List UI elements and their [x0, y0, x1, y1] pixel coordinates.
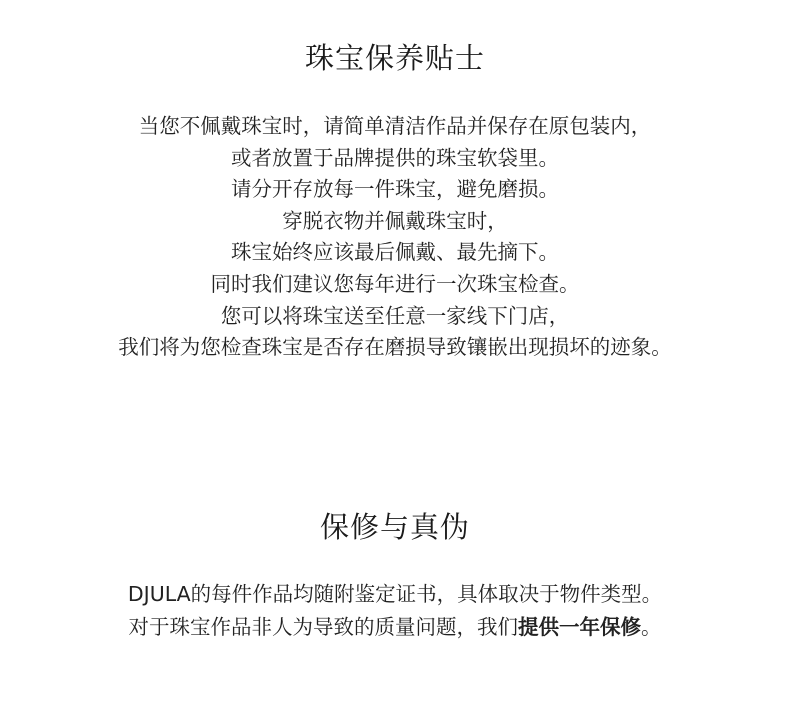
warranty-section — [0, 507, 790, 644]
care-tips-title: 珠宝保养贴士 — [304, 41, 485, 75]
warranty-title: 保修与真伪 — [319, 510, 470, 544]
warranty-paragraph — [0, 578, 790, 644]
warranty-line-certificate: DJULA的每件作品均随附鉴定证书，具体取决于物件类型。 — [127, 582, 663, 606]
care-tips-line: 珠宝始终应该最后佩戴、最先摘下。 — [231, 240, 559, 265]
warranty-line-suffix: 。 — [641, 615, 662, 639]
care-tips-paragraph — [0, 111, 790, 364]
care-tips-line: 穿脱衣物并佩戴珠宝时， — [282, 208, 508, 233]
care-tips-line: 您可以将珠宝送至任意一家线下门店， — [220, 303, 570, 328]
care-tips-line: 请分开存放每一件珠宝，避免磨损。 — [231, 177, 559, 202]
warranty-line-coverage — [0, 611, 790, 644]
care-tips-line: 当您不佩戴珠宝时，请简单清洁作品并保存在原包装内， — [138, 114, 652, 138]
warranty-emphasis: 提供一年保修 — [518, 615, 641, 639]
care-tips-line: 我们将为您检查珠宝是否存在磨损导致镶嵌出现损坏的迹象。 — [118, 335, 672, 360]
care-tips-section — [0, 38, 790, 364]
care-tips-line: 或者放置于品牌提供的珠宝软袋里。 — [231, 145, 559, 170]
warranty-line-prefix: 对于珠宝作品非人为导致的质量问题，我们 — [128, 615, 518, 639]
care-tips-line: 同时我们建议您每年进行一次珠宝检查。 — [210, 271, 580, 296]
